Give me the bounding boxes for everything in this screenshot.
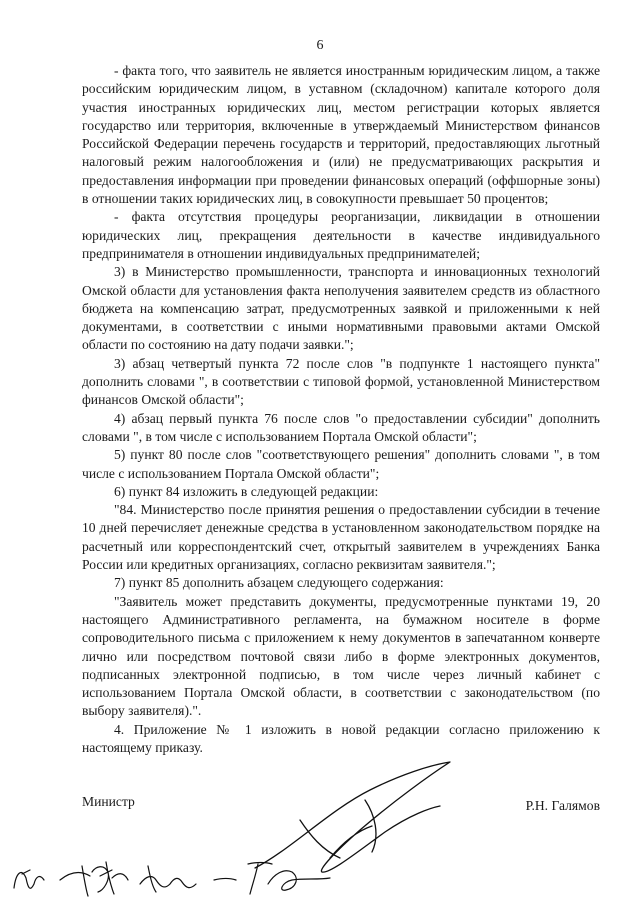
approval-initials-2 <box>60 862 128 896</box>
paragraph-item-76: 4) абзац первый пункта 76 после слов "о предоставлении субсидии" дополнить словами ", в том числе с использованием Портала Омской области"; <box>82 410 600 444</box>
paragraph-item-72: 3) абзац четвертый пункта 72 после слов "в подпункте 1 настоящего пункта" дополнить словами ", в соответствии с типовой формой, установленной Министерством финансов Омской области"; <box>82 355 600 408</box>
approval-initials-1 <box>14 870 44 888</box>
signatory-name: Р.Н. Галямов <box>525 798 600 813</box>
approval-initials-3 <box>140 866 196 892</box>
paragraph-item-85-intro: 7) пункт 85 дополнить абзацем следующего содержания: <box>114 575 444 591</box>
paragraph-ministry-industry: 3) в Министерство промышленности, транспорта и инновационных технологий Омской области для установления факта неполучения заявителем средств из областного бюджета на компенсацию затрат, предусмотренных заявкой и приложенными к ней документами, в соответствии с иными нормативными правовыми актами Омской области по состоянию на дату подачи заявки."; <box>82 264 600 353</box>
paragraph-item-84-intro: 6) пункт 84 изложить в следующей редакции: <box>114 483 379 499</box>
paragraph-no-reorganization: - факта отсутствия процедуры реорганизации, ликвидации в отношении юридических лиц, прекращения деятельности в качестве индивидуального предпринимателя в отношении индивидуальных предпринимателей; <box>82 209 600 261</box>
paragraph-item-84-text: "84. Министерство после принятия решения о предоставлении субсидии в течение 10 дней перечисляет денежные средства в установленном законодательством порядке на расчетный или корреспондентский счет, открытый заявителем в учреждениях Банка России или кредитных организациях, согласно реквизитам заявителя."; <box>82 502 600 573</box>
paragraph-item-80: 5) пункт 80 после слов "соответствующего решения" дополнить словами ", в том числе с использованием Портала Омской области"; <box>82 447 600 481</box>
approval-initials-4 <box>214 863 330 895</box>
page-number: 6 <box>316 38 324 53</box>
signatory-title: Министр <box>82 794 135 809</box>
paragraph-foreign-entity: - факта того, что заявитель не является иностранным юридическим лицом, а также российским юридическим лицом, в уставном (складочном) капитале которого доля участия иностранных юридических лиц, местом регистрации которых является государство или территория, включенные в утверждаемый Министерством финансов Российской Федерации перечень государств и территорий, предоставляющих льготный налоговый режим налогообложения и (или) не предусматривающих раскрытия и предоставления информации при проведении финансовых операций (оффшорные зоны) в отношении таких юридических лиц, в совокупности превышает 50 процентов; <box>82 63 600 207</box>
paragraph-item-85-text: "Заявитель может представить документы, предусмотренные пунктами 19, 20 настоящего Административного регламента, на бумажном носителе в форме сопроводительного письма с приложением к нему документов в запечатанном конверте лично или посредством почтовой связи либо в форме электронных документов, подписанных электронной подписью, в том числе через личный кабинет с использованием Портала Омской области, в соответствии с законодательством (по выбору заявителя).". <box>82 593 600 719</box>
paragraph-appendix: 4. Приложение № 1 изложить в новой редакции согласно приложению к настоящему приказу. <box>82 721 600 755</box>
signature-block <box>82 790 600 820</box>
document-body <box>82 62 600 757</box>
